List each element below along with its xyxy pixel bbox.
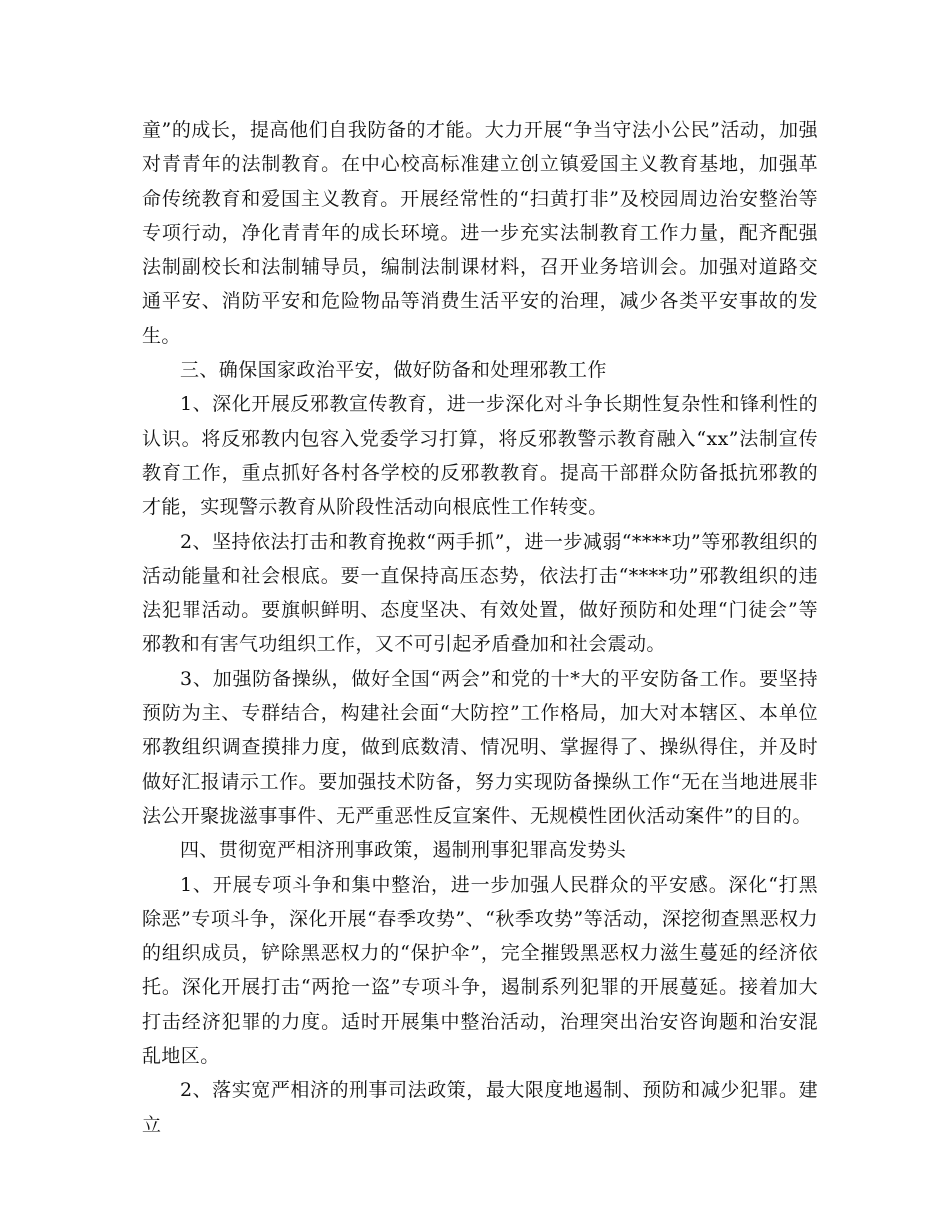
paragraph-4-1: 1、开展专项斗争和集中整治，进一步加强人民群众的平安感。深化“打黑除恶”专项斗争，深化开展“春季攻势”、“秋季攻势”等活动，深挖彻查黑恶权力的组织成员，铲除黑恶权力的“保护伞”，完全摧毁黑恶权力滋生蔓延的经济依托。深化开展打击“两抢一盗”专项斗争，遏制系列犯罪的开展蔓延。接着加大打击经济犯罪的力度。适时开展集中整治活动，治理突出治安咨询题和治安混乱地区。 — [142, 873, 818, 1068]
document-body — [142, 113, 818, 1142]
paragraph-3-2: 2、坚持依法打击和教育挽救“两手抓”，进一步减弱“****功”等邪教组织的活动能量和社会根底。要一直保持高压态势，依法打击“****功”邪教组织的违法犯罪活动。要旗帜鲜明、态度坚决、有效处置，做好预防和处理“门徒会”等邪教和有害气功组织工作，又不可引起矛盾叠加和社会震动。 — [142, 530, 818, 656]
section-heading-3: 三、确保国家政治平安，做好防备和处理邪教工作 — [180, 359, 607, 382]
section-heading-4: 四、贯彻宽严相济刑事政策，遏制刑事犯罪高发势头 — [180, 839, 627, 862]
paragraph-4-2: 2、落实宽严相济的刑事司法政策，最大限度地遏制、预防和减少犯罪。建立 — [142, 1079, 818, 1136]
paragraph-1: 童”的成长，提高他们自我防备的才能。大力开展“争当守法小公民”活动，加强对青青年的法制教育。在中心校高标准建立创立镇爱国主义教育基地，加强革命传统教育和爱国主义教育。开展经常性的“扫黄打非”及校园周边治安整治等专项行动，净化青青年的成长环境。进一步充实法制教育工作力量，配齐配强法制副校长和法制辅导员，编制法制课材料，召开业务培训会。加强对道路交通平安、消防平安和危险物品等消费生活平安的治理，减少各类平安事故的发生。 — [142, 119, 818, 347]
paragraph-3-3: 3、加强防备操纵，做好全国“两会”和党的十*大的平安防备工作。要坚持预防为主、专群结合，构建社会面“大防控”工作格局，加大对本辖区、本单位邪教组织调查摸排力度，做到底数清、情况明、掌握得了、操纵得住，并及时做好汇报请示工作。要加强技术防备，努力实现防备操纵工作“无在当地进展非法公开聚拢滋事事件、无严重恶性反宣案件、无规模性团伙活动案件”的目的。 — [142, 667, 818, 827]
paragraph-3-1: 1、深化开展反邪教宣传教育，进一步深化对斗争长期性复杂性和锋利性的认识。将反邪教内包容入党委学习打算，将反邪教警示教育融入“xx”法制宣传教育工作，重点抓好各村各学校的反邪教教育。提高干部群众防备抵抗邪教的才能，实现警示教育从阶段性活动向根底性工作转变。 — [142, 393, 818, 519]
